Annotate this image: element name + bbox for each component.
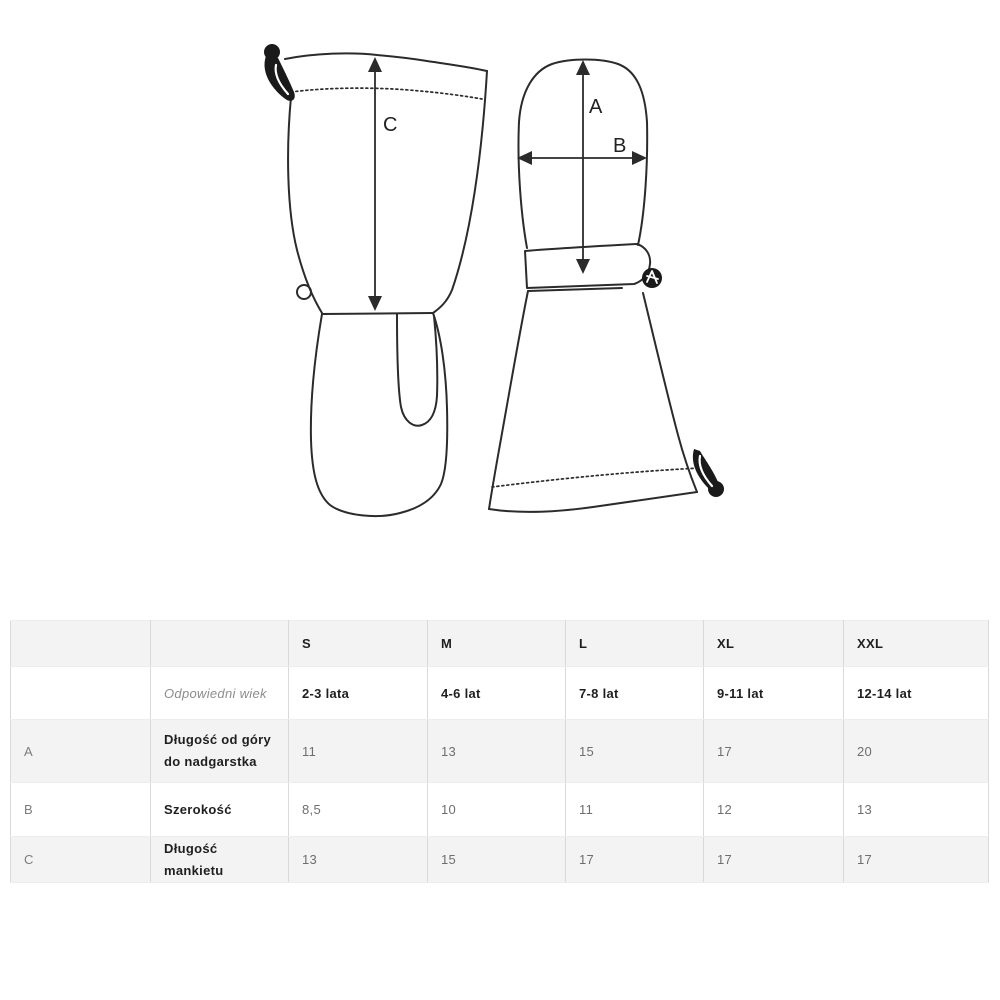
size-header-l: L: [566, 621, 704, 667]
row-a-letter: A: [11, 720, 151, 783]
left-cord-ring: [297, 285, 311, 299]
right-cord-toggle: [693, 449, 724, 497]
age-row-letter-cell: [11, 667, 151, 720]
row-b-label: Szerokość: [151, 783, 289, 837]
row-a-value-xxl: 20: [844, 720, 989, 783]
measure-label-a: A: [589, 96, 603, 118]
size-chart-section: [10, 620, 988, 883]
measurement-arrow-b: [517, 151, 647, 165]
measure-label-c: C: [383, 114, 398, 136]
row-c-value-s: 13: [289, 837, 428, 883]
row-b-value-m: 10: [428, 783, 566, 837]
table-header-row: [11, 621, 989, 667]
age-row: [11, 667, 989, 720]
left-cord-toggle: [264, 44, 295, 101]
measurement-arrow-c: [368, 57, 382, 311]
row-c-value-l: 17: [566, 837, 704, 883]
age-value-l: 7-8 lat: [566, 667, 704, 720]
measurement-arrow-a: [576, 60, 590, 274]
row-b-value-s: 8,5: [289, 783, 428, 837]
row-c-value-xxl: 17: [844, 837, 989, 883]
age-value-s: 2-3 lata: [289, 667, 428, 720]
age-value-xxl: 12-14 lat: [844, 667, 989, 720]
size-header-s: S: [289, 621, 428, 667]
right-cuff-stitch-line: [492, 468, 700, 487]
dimension-row-b: [11, 783, 989, 837]
age-value-m: 4-6 lat: [428, 667, 566, 720]
row-b-letter: B: [11, 783, 151, 837]
size-chart-table: [10, 620, 989, 883]
header-corner-cell: [11, 621, 151, 667]
row-a-value-xl: 17: [704, 720, 844, 783]
size-header-xl: XL: [704, 621, 844, 667]
age-value-xl: 9-11 lat: [704, 667, 844, 720]
age-row-label: Odpowiedni wiek: [151, 667, 289, 720]
row-c-value-m: 15: [428, 837, 566, 883]
row-c-value-xl: 17: [704, 837, 844, 883]
row-b-value-l: 11: [566, 783, 704, 837]
row-a-value-s: 11: [289, 720, 428, 783]
size-header-xxl: XXL: [844, 621, 989, 667]
row-a-value-m: 13: [428, 720, 566, 783]
left-cuff-stitch-line: [291, 88, 482, 99]
size-header-m: M: [428, 621, 566, 667]
row-b-value-xxl: 13: [844, 783, 989, 837]
strap-snap-button: [642, 268, 662, 288]
dimension-row-a: [11, 720, 989, 783]
row-a-label: Długość od góry do nadgarstka: [151, 720, 289, 783]
header-corner-cell-2: [151, 621, 289, 667]
right-mitten-outline: [489, 60, 700, 512]
dimension-row-c: [11, 837, 989, 883]
row-c-letter: C: [11, 837, 151, 883]
row-c-label: Długość mankietu: [151, 837, 289, 883]
measure-label-b: B: [613, 135, 627, 157]
row-b-value-xl: 12: [704, 783, 844, 837]
row-a-value-l: 15: [566, 720, 704, 783]
